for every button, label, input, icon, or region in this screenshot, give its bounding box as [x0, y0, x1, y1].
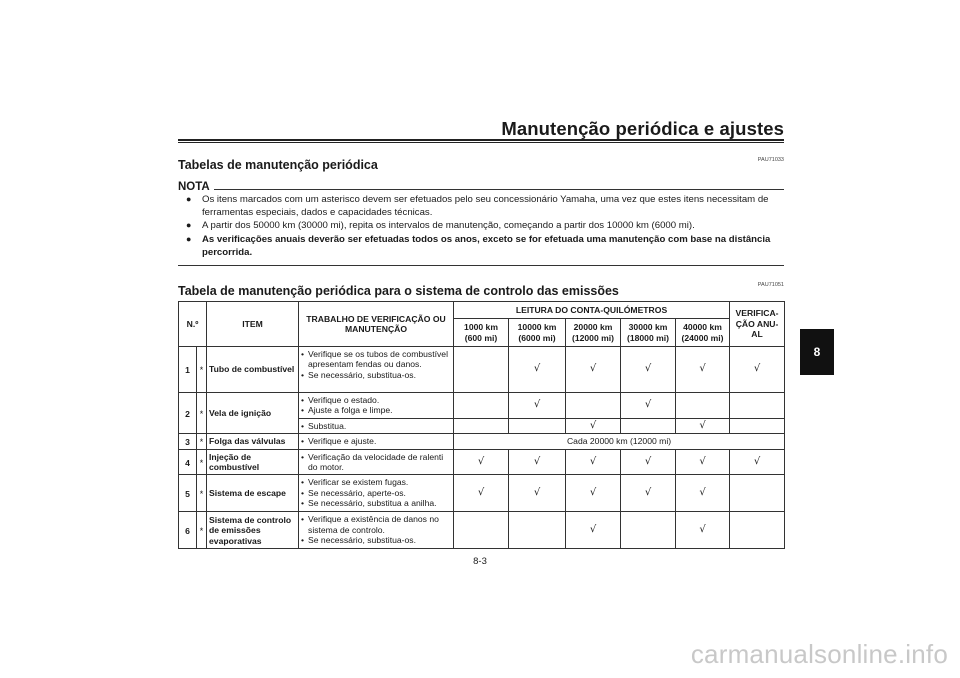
check-mark: √: [566, 347, 621, 393]
check-mark: √: [566, 449, 621, 475]
section-title: Tabela de manutenção periódica para o sistema de controlo das emissões: [178, 284, 619, 298]
check-mark: [454, 512, 509, 549]
check-mark: √: [509, 449, 566, 475]
bullet-icon: ●: [186, 194, 192, 204]
header-num: N.º: [179, 302, 207, 347]
header-odometer: LEITURA DO CONTA-QUILÓMETROS: [454, 302, 730, 319]
note-item: ● As verificações anuais deverão ser efetuadas todos os anos, exceto se for efetuada uma manutenção com base na distância percorrida.: [186, 233, 771, 258]
table-row: 2 * Vela de ignição • Verifique o estado. • Ajuste a folga e limpe. √ √: [179, 393, 785, 419]
check-mark: √: [730, 347, 785, 393]
bullet-icon: ●: [186, 233, 192, 244]
check-mark: √: [621, 393, 676, 419]
check-mark: √: [676, 449, 730, 475]
check-mark: [454, 418, 509, 433]
bullet-icon: ●: [186, 220, 192, 231]
check-mark: [730, 393, 785, 419]
check-mark: [621, 512, 676, 549]
section-code: PAU71033: [757, 157, 784, 163]
table-row: 3 * Folga das válvulas • Verifique e ajuste. Cada 20000 km (12000 mi): [179, 434, 785, 449]
check-mark: √: [566, 418, 621, 433]
page-title: Manutenção periódica e ajustes: [501, 118, 784, 139]
check-mark: √: [676, 512, 730, 549]
check-mark: [621, 418, 676, 433]
check-mark: [730, 418, 785, 433]
check-mark: √: [509, 347, 566, 393]
check-mark: √: [676, 347, 730, 393]
table-row: 4 * Injeção de combustível • Verificação da velocidade de ralenti do motor. √ √ √ √ √ √: [179, 449, 785, 475]
watermark: carmanualsonline.info: [690, 639, 948, 669]
header-odo-col: 10000 km (6000 mi): [509, 319, 566, 347]
check-mark: [730, 475, 785, 512]
table-row: • Substitua. √ √: [179, 418, 785, 433]
check-mark: √: [676, 475, 730, 512]
check-mark: √: [454, 475, 509, 512]
page-number: 8-3: [473, 556, 487, 567]
asterisk-mark: *: [197, 512, 207, 549]
check-mark: [676, 393, 730, 419]
table-row: 1 * Tubo de combustível • Verifique se os tubos de combustível apresentam fendas ou danos. • Se necessário, substitua-os. √ √ √ √ √: [179, 347, 785, 393]
chapter-tab: 8: [800, 329, 834, 375]
nota-label: NOTA: [178, 181, 210, 193]
table-row: 6 * Sistema de controlo de emissões evaporativas • Verifique a existência de danos no sistema de controlo. • Se necessário, substitua-os. √ √: [179, 512, 785, 549]
asterisk-mark: *: [197, 347, 207, 393]
check-mark: [509, 418, 566, 433]
note-item: ● Os itens marcados com um asterisco devem ser efetuados pelo seu concessionário Yamaha, uma vez que estes itens necessitam de ferramentas especiais, dados e capacidades técnicas.: [186, 194, 769, 219]
note-item: ● A partir dos 50000 km (30000 mi), repita os intervalos de manutenção, começando a partir dos 10000 km (6000 mi).: [186, 220, 695, 232]
section-code: PAU71051: [757, 282, 784, 288]
asterisk-mark: *: [197, 449, 207, 475]
header-annual: VERIFICA-ÇÃO ANU-AL: [730, 302, 785, 347]
check-mark: [566, 393, 621, 419]
check-mark: √: [621, 449, 676, 475]
header-odo-col: 40000 km (24000 mi): [676, 319, 730, 347]
asterisk-mark: *: [197, 434, 207, 449]
check-mark: √: [509, 393, 566, 419]
asterisk-mark: *: [197, 475, 207, 512]
header-work: TRABALHO DE VERIFICAÇÃO OU MANUTENÇÃO: [299, 302, 454, 347]
header-odo-col: 30000 km (18000 mi): [621, 319, 676, 347]
asterisk-mark: *: [197, 393, 207, 434]
header-odo-col: 20000 km (12000 mi): [566, 319, 621, 347]
nota-list: [186, 193, 786, 259]
check-mark: √: [509, 475, 566, 512]
header-odo-col: 1000 km (600 mi): [454, 319, 509, 347]
check-mark: √: [730, 449, 785, 475]
header-item: ITEM: [207, 302, 299, 347]
nota-divider: [214, 189, 784, 190]
check-mark: √: [454, 449, 509, 475]
check-mark: √: [621, 475, 676, 512]
check-mark: [454, 393, 509, 419]
check-mark: √: [566, 475, 621, 512]
section-title: Tabelas de manutenção periódica: [178, 158, 378, 172]
check-mark: [454, 347, 509, 393]
check-mark: √: [621, 347, 676, 393]
nota-end-divider: [178, 265, 784, 266]
table-row: 5 * Sistema de escape • Verificar se existem fugas. • Se necessário, aperte-os. • Se necessário, substitua a anilha. √ √ √ √ √: [179, 475, 785, 512]
check-mark: [509, 512, 566, 549]
check-mark: √: [676, 418, 730, 433]
header-rule: [178, 139, 784, 143]
maintenance-table: [178, 301, 785, 549]
check-mark: √: [566, 512, 621, 549]
interval-note: Cada 20000 km (12000 mi): [454, 434, 785, 449]
check-mark: [730, 512, 785, 549]
